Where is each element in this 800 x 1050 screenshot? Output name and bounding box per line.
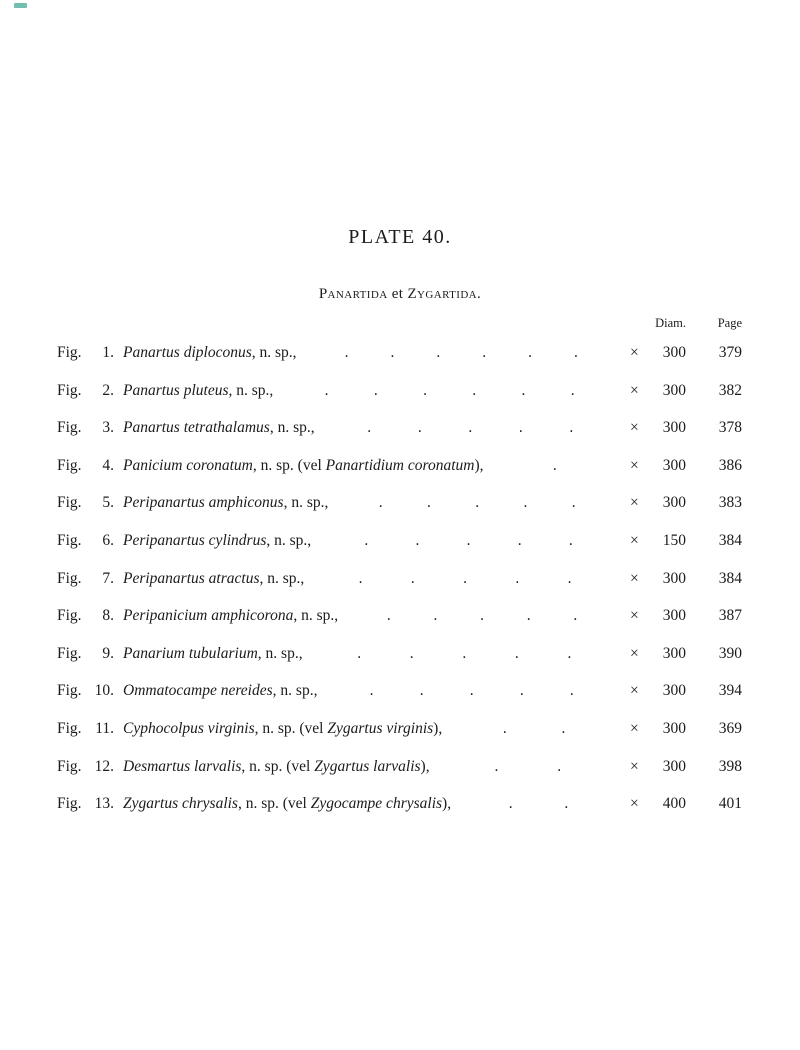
- description-segment: Peripanicium amphicorona: [123, 607, 294, 625]
- leader-dot: .: [523, 494, 528, 512]
- figure-description: [123, 560, 304, 598]
- magnification-cell: [630, 785, 686, 823]
- figure-description: [123, 635, 303, 673]
- description-segment: , n. sp.,: [269, 419, 315, 437]
- description-segment: , n. sp. (vel: [237, 795, 311, 813]
- page-number: 398: [718, 757, 742, 775]
- figure-number: 11.: [95, 719, 114, 737]
- figure-label: [57, 748, 114, 786]
- leader-dot: .: [409, 644, 414, 662]
- leader-dots: [317, 672, 630, 710]
- leader-dot: .: [526, 607, 531, 625]
- leader-dot: .: [378, 494, 383, 512]
- figure-number: 9.: [102, 644, 114, 662]
- leader-dot: .: [568, 531, 573, 549]
- leader-dot: .: [386, 607, 391, 625]
- magnification-cell: [630, 409, 686, 447]
- figure-number: 10.: [94, 682, 114, 700]
- figure-word: Fig.: [57, 607, 82, 625]
- figure-word: Fig.: [57, 344, 82, 361]
- page-number: 386: [718, 456, 742, 474]
- description-segment: ),: [420, 757, 430, 775]
- leader-dot: .: [390, 344, 395, 361]
- figure-label: [57, 597, 114, 635]
- leader-dot: .: [515, 569, 520, 587]
- leader-dot: .: [571, 494, 576, 512]
- page-number: 394: [718, 682, 742, 700]
- leader-dot: .: [433, 607, 438, 625]
- leader-dots: [328, 484, 630, 522]
- figure-number: 6.: [102, 531, 114, 549]
- figure-table: [57, 316, 742, 823]
- leader-dot: .: [357, 644, 362, 662]
- multiplication-sign: ×: [630, 494, 639, 512]
- multiplication-sign: ×: [630, 607, 639, 625]
- figure-word: Fig.: [57, 531, 82, 549]
- page-number: 382: [718, 381, 742, 399]
- column-headers: [57, 316, 742, 330]
- leader-dot: .: [570, 381, 575, 399]
- figure-label: [57, 672, 114, 710]
- diam-value: 300: [662, 344, 686, 361]
- description-segment: , n. sp. (vel: [252, 456, 326, 474]
- magnification-cell: [630, 635, 686, 673]
- page-number: 401: [718, 795, 742, 813]
- leader-dots: [484, 447, 630, 485]
- magnification-cell: [630, 334, 686, 372]
- diam-value: 300: [662, 381, 686, 399]
- figure-row: [57, 597, 742, 635]
- multiplication-sign: ×: [630, 569, 639, 587]
- figure-description: [123, 484, 328, 522]
- figure-word: Fig.: [57, 795, 82, 813]
- leader-dots: [315, 409, 630, 447]
- figure-label: [57, 522, 114, 560]
- leader-dot: .: [472, 381, 477, 399]
- description-segment: , n. sp.,: [266, 531, 312, 549]
- leader-dot: .: [521, 381, 526, 399]
- diam-value: 300: [662, 494, 686, 512]
- leader-dot: .: [480, 607, 484, 625]
- description-segment: Peripanartus atractus: [123, 569, 260, 587]
- description-segment: , n. sp.,: [272, 682, 318, 700]
- figure-number: 2.: [102, 381, 114, 399]
- leader-dots: [430, 748, 630, 786]
- figure-number: 5.: [102, 494, 114, 512]
- leader-dot: .: [494, 757, 499, 775]
- description-segment: Panartus diploconus: [123, 344, 252, 361]
- figure-description: [123, 710, 442, 748]
- figure-label: [57, 635, 114, 673]
- leader-dot: .: [569, 419, 574, 437]
- leader-dots: [304, 560, 630, 598]
- figure-row: [57, 748, 742, 786]
- figure-row: [57, 785, 742, 823]
- magnification-cell: [630, 447, 686, 485]
- leader-dots: [338, 597, 630, 635]
- figure-label: [57, 710, 114, 748]
- description-segment: Peripanartus cylindrus: [123, 531, 267, 549]
- multiplication-sign: ×: [630, 344, 639, 361]
- page-number: 387: [718, 607, 742, 625]
- leader-dot: .: [528, 344, 532, 361]
- diam-value: 150: [662, 531, 686, 549]
- figure-word: Fig.: [57, 419, 82, 437]
- figure-description: [123, 372, 273, 410]
- description-segment: Peripanartus amphiconus: [123, 494, 284, 512]
- figure-description: [123, 522, 311, 560]
- description-segment: Zygartus chrysalis: [123, 795, 238, 813]
- multiplication-sign: ×: [630, 719, 639, 737]
- description-segment: Panicium coronatum: [123, 456, 253, 474]
- description-segment: , n. sp.,: [283, 494, 329, 512]
- subtitle-order-2: Zygartida.: [407, 286, 482, 302]
- figure-row: [57, 522, 742, 560]
- leader-dot: .: [358, 569, 363, 587]
- description-segment: , n. sp.,: [257, 644, 303, 662]
- multiplication-sign: ×: [630, 419, 639, 437]
- diam-value: 300: [662, 682, 686, 700]
- figure-row: [57, 484, 742, 522]
- figure-number: 12.: [94, 757, 114, 775]
- figure-label: [57, 409, 114, 447]
- diam-value: 300: [662, 419, 686, 437]
- figure-description: [123, 785, 451, 823]
- subtitle-order-1: Panartida: [318, 286, 388, 302]
- leader-dot: .: [364, 531, 369, 549]
- figure-word: Fig.: [57, 494, 82, 512]
- leader-dot: .: [519, 682, 524, 700]
- subtitle-conjunction: et: [387, 286, 408, 302]
- figure-word: Fig.: [57, 719, 82, 737]
- diam-value: 300: [662, 757, 686, 775]
- figure-word: Fig.: [57, 682, 82, 700]
- figure-row: [57, 710, 742, 748]
- leader-dot: .: [475, 494, 480, 512]
- scan-edge-artifact: [14, 3, 27, 8]
- leader-dots: [311, 522, 630, 560]
- column-header-spacer: [57, 316, 630, 330]
- figure-word: Fig.: [57, 757, 82, 775]
- figure-description: [123, 447, 484, 485]
- leader-dot: .: [463, 569, 468, 587]
- description-segment: ),: [433, 719, 443, 737]
- magnification-cell: [630, 748, 686, 786]
- figure-description: [123, 672, 317, 710]
- figure-word: Fig.: [57, 456, 82, 474]
- figure-word: Fig.: [57, 381, 82, 399]
- figure-description: [123, 409, 315, 447]
- figure-label: [57, 560, 114, 598]
- leader-dot: .: [518, 419, 523, 437]
- figure-list: [57, 334, 742, 823]
- page-number: 390: [718, 644, 742, 662]
- figure-label: [57, 785, 114, 823]
- description-segment: Zygocampe chrysalis: [310, 795, 443, 813]
- leader-dot: .: [324, 381, 329, 399]
- diam-value: 400: [662, 795, 686, 813]
- leader-dots: [273, 372, 630, 410]
- leader-dots: [442, 710, 630, 748]
- leader-dots: [297, 334, 630, 372]
- page-number: 383: [718, 494, 742, 512]
- leader-dot: .: [567, 644, 572, 662]
- figure-row: [57, 372, 742, 410]
- magnification-cell: [630, 484, 686, 522]
- leader-dot: .: [466, 531, 471, 549]
- multiplication-sign: ×: [630, 381, 639, 399]
- description-segment: , n. sp. (vel: [254, 719, 328, 737]
- leader-dot: .: [426, 494, 431, 512]
- description-segment: Zygartus larvalis: [314, 757, 421, 775]
- description-segment: ),: [474, 456, 484, 474]
- plate-title: PLATE 40.: [348, 226, 452, 248]
- multiplication-sign: ×: [630, 531, 639, 549]
- leader-dot: .: [469, 682, 474, 700]
- figure-row: [57, 635, 742, 673]
- figure-number: 8.: [102, 607, 114, 625]
- description-segment: , n. sp.,: [293, 607, 339, 625]
- leader-dot: .: [564, 795, 569, 813]
- leader-dot: .: [468, 419, 473, 437]
- leader-dots: [303, 635, 630, 673]
- leader-dot: .: [367, 419, 372, 437]
- figure-description: [123, 334, 297, 372]
- magnification-cell: [630, 372, 686, 410]
- figure-number: 1.: [102, 344, 114, 361]
- multiplication-sign: ×: [630, 795, 639, 813]
- figure-label: [57, 334, 114, 372]
- page-number: 379: [718, 344, 742, 361]
- figure-description: [123, 748, 430, 786]
- diam-value: 300: [662, 644, 686, 662]
- figure-number: 4.: [102, 456, 114, 474]
- description-segment: Panarium tubularium: [123, 644, 258, 662]
- leader-dot: .: [508, 795, 513, 813]
- diam-value: 300: [662, 569, 686, 587]
- leader-dot: .: [502, 719, 507, 737]
- description-segment: , n. sp.,: [251, 344, 297, 361]
- magnification-cell: [630, 672, 686, 710]
- leader-dot: .: [574, 344, 578, 361]
- figure-label: [57, 372, 114, 410]
- leader-dot: .: [415, 531, 420, 549]
- leader-dot: .: [561, 719, 566, 737]
- leader-dot: .: [573, 607, 578, 625]
- leader-dot: .: [423, 381, 427, 399]
- page-number: 369: [718, 719, 742, 737]
- leader-dot: .: [569, 682, 574, 700]
- page-number: 384: [718, 569, 742, 587]
- description-segment: Panartus tetrathalamus: [123, 419, 270, 437]
- page-column-header: Page: [717, 316, 742, 330]
- figure-number: 3.: [102, 419, 114, 437]
- leader-dot: .: [417, 419, 422, 437]
- description-segment: Zygartus virginis: [327, 719, 434, 737]
- description-segment: Panartidium coronatum: [325, 456, 475, 474]
- figure-word: Fig.: [57, 644, 82, 662]
- multiplication-sign: ×: [630, 456, 639, 474]
- description-segment: Ommatocampe nereides: [123, 682, 273, 700]
- leader-dot: .: [557, 757, 562, 775]
- figure-label: [57, 484, 114, 522]
- figure-number: 13.: [94, 795, 114, 813]
- page-number: 378: [718, 419, 742, 437]
- magnification-cell: [630, 560, 686, 598]
- leader-dot: .: [462, 644, 467, 662]
- figure-number: 7.: [102, 569, 114, 587]
- figure-description: [123, 597, 338, 635]
- leader-dots: [451, 785, 630, 823]
- description-segment: ),: [442, 795, 452, 813]
- figure-row: [57, 334, 742, 372]
- figure-row: [57, 560, 742, 598]
- description-segment: , n. sp. (vel: [241, 757, 315, 775]
- figure-row: [57, 672, 742, 710]
- multiplication-sign: ×: [630, 644, 639, 662]
- diam-column-header: Diam.: [655, 316, 686, 330]
- diam-value: 300: [662, 607, 686, 625]
- leader-dot: .: [482, 344, 487, 361]
- leader-dot: .: [419, 682, 424, 700]
- magnification-cell: [630, 597, 686, 635]
- magnification-cell: [630, 522, 686, 560]
- leader-dot: .: [436, 344, 441, 361]
- leader-dot: .: [517, 531, 522, 549]
- description-segment: Panartus pluteus: [123, 381, 229, 399]
- description-segment: Desmartus larvalis: [123, 757, 242, 775]
- leader-dot: .: [410, 569, 415, 587]
- multiplication-sign: ×: [630, 682, 639, 700]
- description-segment: Cyphocolpus virginis: [123, 719, 255, 737]
- diam-value: 300: [662, 456, 686, 474]
- description-segment: , n. sp.,: [259, 569, 305, 587]
- figure-row: [57, 447, 742, 485]
- diam-value: 300: [662, 719, 686, 737]
- leader-dot: .: [567, 569, 572, 587]
- leader-dot: .: [369, 682, 374, 700]
- page-number: 384: [718, 531, 742, 549]
- figure-row: [57, 409, 742, 447]
- leader-dot: .: [552, 456, 557, 474]
- figure-label: [57, 447, 114, 485]
- description-segment: , n. sp.,: [228, 381, 274, 399]
- multiplication-sign: ×: [630, 757, 639, 775]
- leader-dot: .: [514, 644, 519, 662]
- leader-dot: .: [373, 381, 378, 399]
- figure-word: Fig.: [57, 569, 82, 587]
- leader-dot: .: [344, 344, 349, 361]
- plate-subtitle: [0, 286, 800, 303]
- magnification-cell: [630, 710, 686, 748]
